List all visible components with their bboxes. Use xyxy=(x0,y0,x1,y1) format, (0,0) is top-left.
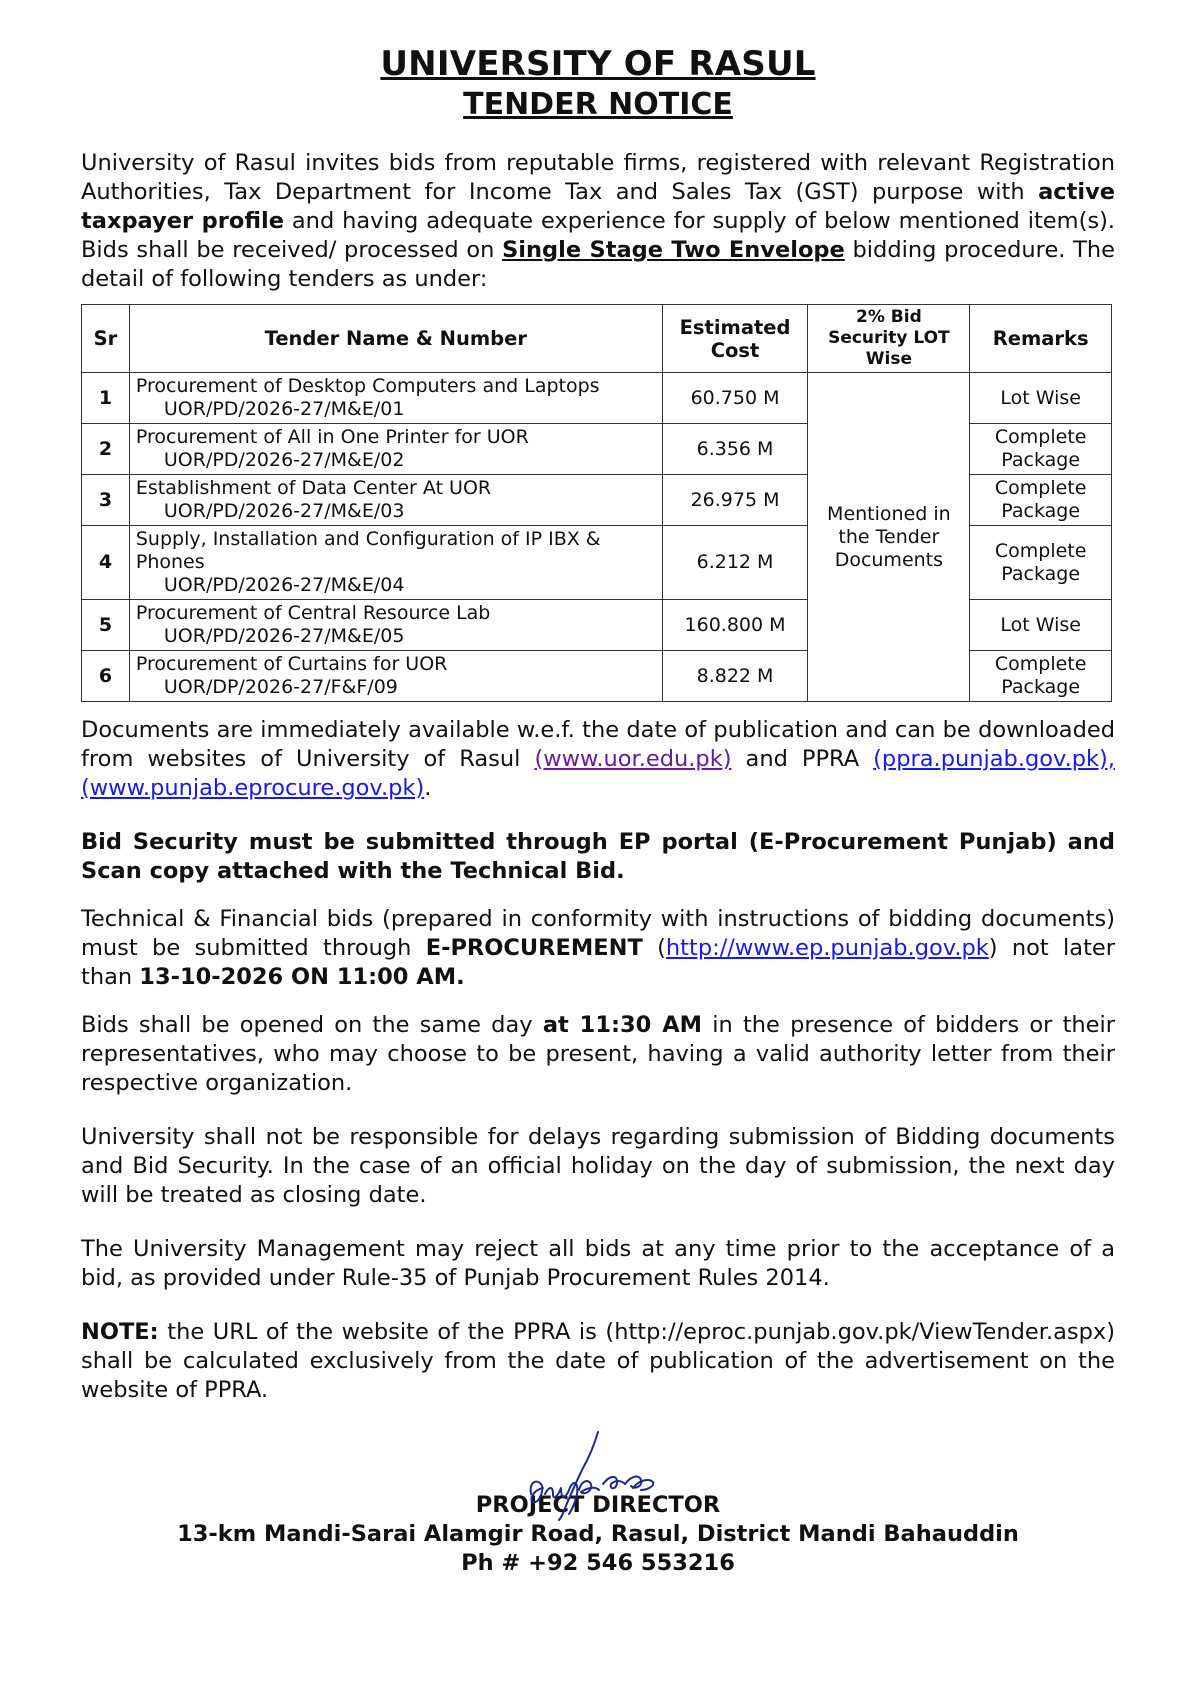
documents-paragraph xyxy=(81,716,1115,803)
header-remarks: Remarks xyxy=(970,305,1112,373)
row-sr: 1 xyxy=(82,373,130,424)
tender-number: UOR/DP/2026-27/F&F/09 xyxy=(163,676,398,698)
tender-number: UOR/PD/2026-27/M&E/03 xyxy=(163,500,405,522)
ep-punjab-link[interactable]: http://www.ep.punjab.gov.pk xyxy=(665,935,989,961)
row-sr: 6 xyxy=(82,651,130,702)
intro-text-2: and having adequate experience for supply of below mentioned item(s). Bids shall be received/ processed on xyxy=(81,208,1115,263)
document-subtitle: TENDER NOTICE xyxy=(463,87,733,122)
row-sr: 5 xyxy=(82,600,130,651)
tender-name: Procurement of Curtains for UOR xyxy=(135,653,448,675)
note-paragraph xyxy=(81,1318,1115,1405)
table-header-row xyxy=(82,305,1112,373)
tender-name: Supply, Installation and Configuration of IP IBX & Phones xyxy=(135,528,601,573)
row-tender-name xyxy=(129,424,662,475)
signatory-title: PROJECT DIRECTOR xyxy=(475,1492,721,1518)
row-remarks: Lot Wise xyxy=(970,373,1112,424)
tender-name: Establishment of Data Center At UOR xyxy=(135,477,492,499)
submission-eprocurement: E-PROCUREMENT xyxy=(425,935,643,961)
signatory-address: 13-km Mandi-Sarai Alamgir Road, Rasul, District Mandi Bahauddin xyxy=(177,1521,1019,1547)
note-label: NOTE: xyxy=(81,1319,159,1345)
header-sr: Sr xyxy=(82,305,130,373)
submission-text-2: ( xyxy=(642,935,666,961)
uor-website-link[interactable]: (www.uor.edu.pk) xyxy=(534,746,732,772)
tender-name: Procurement of Desktop Computers and Laptops xyxy=(135,375,600,397)
row-tender-name xyxy=(129,373,662,424)
row-remarks: Lot Wise xyxy=(970,600,1112,651)
documents-text-2: and PPRA xyxy=(731,746,874,772)
row-cost: 8.822 M xyxy=(662,651,808,702)
intro-bold-taxpayer: active taxpayer profile xyxy=(81,179,1115,234)
intro-paragraph xyxy=(81,149,1115,294)
row-cost: 160.800 M xyxy=(662,600,808,651)
opening-text-1: Bids shall be opened on the same day xyxy=(81,1012,543,1038)
bid-security-text: Bid Security must be submitted through EP portal (E-Procurement Punjab) and Scan copy attached with the Technical Bid. xyxy=(81,829,1115,884)
tender-number: UOR/PD/2026-27/M&E/04 xyxy=(163,574,405,596)
row-remarks: Complete Package xyxy=(970,424,1112,475)
row-remarks: Complete Package xyxy=(970,651,1112,702)
intro-bold-procedure: Single Stage Two Envelope xyxy=(502,237,845,263)
submission-paragraph xyxy=(81,905,1115,992)
opening-time: at 11:30 AM xyxy=(542,1012,702,1038)
signature-block xyxy=(81,1442,1115,1578)
tender-name: Procurement of Central Resource Lab xyxy=(135,602,491,624)
tender-number: UOR/PD/2026-27/M&E/05 xyxy=(163,625,405,647)
row-cost: 6.212 M xyxy=(662,526,808,600)
header-tender-name: Tender Name & Number xyxy=(129,305,662,373)
submission-deadline: 13-10-2026 ON 11:00 AM. xyxy=(139,964,465,990)
documents-text-4: . xyxy=(424,775,432,801)
row-tender-name xyxy=(129,651,662,702)
note-text: the URL of the website of the PPRA is (http://eproc.punjab.gov.pk/ViewTender.aspx) shall be calculated exclusively from the date of publication of the advertisement on the website of PPRA. xyxy=(81,1319,1115,1403)
responsibility-paragraph: University shall not be responsible for delays regarding submission of Bidding documents and Bid Security. In the case of an official holiday on the day of submission, the next day will be treated as closing date. xyxy=(81,1124,1115,1208)
documents-text-1: Documents are immediately available w.e.f. the date of publication and can be downloaded from websites of University of Rasul xyxy=(81,717,1115,772)
tender-notice-page xyxy=(81,44,1115,1576)
table-row xyxy=(82,373,1112,424)
bid-security-note: Mentioned in the Tender Documents xyxy=(808,373,970,702)
row-cost: 60.750 M xyxy=(662,373,808,424)
tender-number: UOR/PD/2026-27/M&E/02 xyxy=(163,449,405,471)
submission-text-1: Technical & Financial bids (prepared in conformity with instructions of bidding documents) must be submitted through xyxy=(81,906,1115,961)
row-cost: 26.975 M xyxy=(662,475,808,526)
header-bid-security: 2% Bid Security LOT Wise xyxy=(808,305,970,373)
opening-paragraph xyxy=(81,1011,1115,1098)
signatory-phone: Ph # +92 546 553216 xyxy=(461,1550,735,1576)
eprocure-website-link[interactable]: (www.punjab.eprocure.gov.pk) xyxy=(81,775,425,801)
document-title: UNIVERSITY OF RASUL xyxy=(380,44,816,84)
row-tender-name xyxy=(129,600,662,651)
bid-security-paragraph xyxy=(81,828,1115,886)
rejection-paragraph: The University Management may reject all bids at any time prior to the acceptance of a bid, as provided under Rule-35 of Punjab Procurement Rules 2014. xyxy=(81,1236,1115,1291)
signature-image xyxy=(521,1428,661,1524)
intro-text-3: bidding procedure. The detail of following tenders as under: xyxy=(81,237,1115,292)
row-sr: 3 xyxy=(82,475,130,526)
row-sr: 4 xyxy=(82,526,130,600)
row-remarks: Complete Package xyxy=(970,475,1112,526)
row-remarks: Complete Package xyxy=(970,526,1112,600)
header-estimated-cost: Estimated Cost xyxy=(662,305,808,373)
tender-table xyxy=(81,304,1112,702)
intro-text-1: University of Rasul invites bids from reputable firms, registered with relevant Registration Authorities, Tax Department for Income Tax and Sales Tax (GST) purpose with xyxy=(81,150,1115,205)
ppra-website-link[interactable]: (ppra.punjab.gov.pk), xyxy=(873,746,1115,772)
opening-text-2: in the presence of bidders or their representatives, who may choose to be present, having a valid authority letter from their respective organization. xyxy=(81,1012,1115,1096)
row-tender-name xyxy=(129,526,662,600)
row-cost: 6.356 M xyxy=(662,424,808,475)
row-sr: 2 xyxy=(82,424,130,475)
tender-name: Procurement of All in One Printer for UOR xyxy=(135,426,529,448)
tender-number: UOR/PD/2026-27/M&E/01 xyxy=(163,398,405,420)
submission-text-3: ) not later than xyxy=(81,935,1115,990)
row-tender-name xyxy=(129,475,662,526)
